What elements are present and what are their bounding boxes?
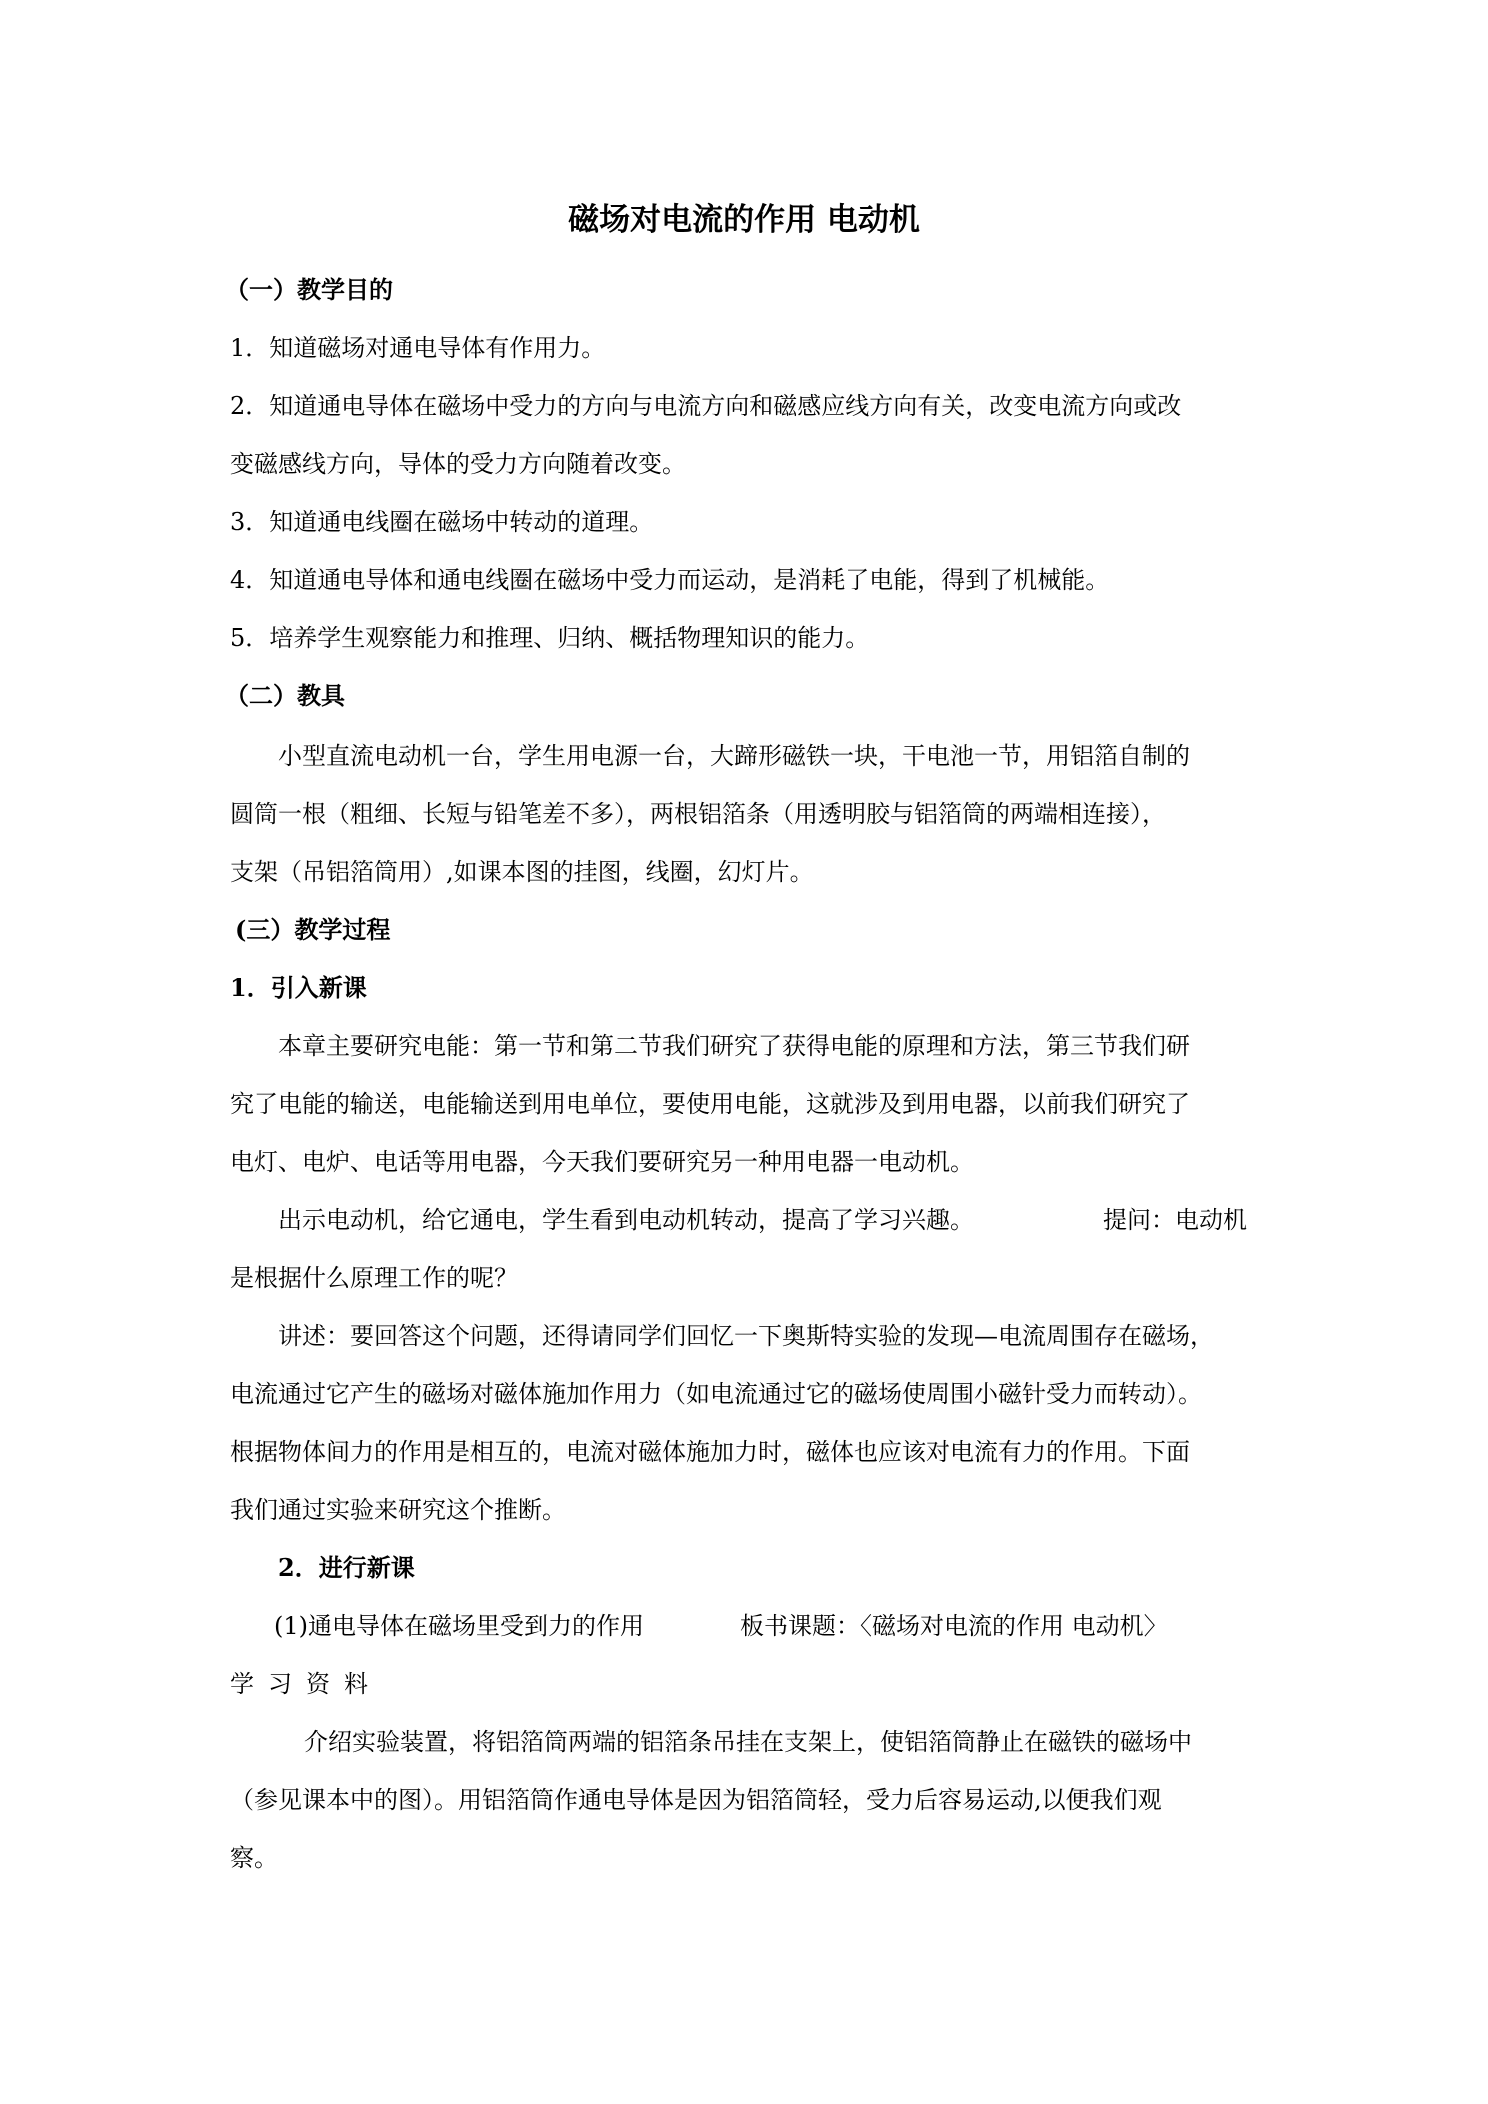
objective-item-3: 3．知道通电线圈在磁场中转动的道理。 xyxy=(230,508,654,536)
demo-para-line-1b: 提问：电动机 xyxy=(1103,1206,1247,1234)
lecture-para-line-4: 我们通过实验来研究这个推断。 xyxy=(230,1496,566,1524)
demo-para-line-2: 是根据什么原理工作的呢？ xyxy=(230,1264,518,1292)
equipment-line-3: 支架（吊铝箔筒用）,如课本图的挂图，线圈，幻灯片。 xyxy=(230,858,814,886)
equipment-line-2: 圆筒一根（粗细、长短与铅笔差不多），两根铝箔条（用透明胶与铝箔筒的两端相连接）， xyxy=(230,800,1166,828)
apparatus-para-line-1: 介绍实验装置，将铝箔筒两端的铝箔条吊挂在支架上，使铝箔筒静止在磁铁的磁场中 xyxy=(304,1728,1192,1756)
new-lesson-line-b: 板书课题：〈磁场对电流的作用 电动机〉 xyxy=(740,1612,1168,1640)
lecture-para-line-2: 电流通过它产生的磁场对磁体施加作用力（如电流通过它的磁场使周围小磁针受力而转动）。 xyxy=(230,1380,1202,1408)
demo-para-line-1a: 出示电动机，给它通电，学生看到电动机转动，提高了学习兴趣。 xyxy=(278,1206,974,1234)
intro-para-line-3: 电灯、电炉、电话等用电器，今天我们要研究另一种用电器一电动机。 xyxy=(230,1148,974,1176)
intro-para-line-1: 本章主要研究电能：第一节和第二节我们研究了获得电能的原理和方法，第三节我们研 xyxy=(278,1032,1190,1060)
subsection-heading-new-lesson: 2．进行新课 xyxy=(278,1553,415,1582)
section-heading-process: (三）教学过程 xyxy=(235,915,391,944)
document-title: 磁场对电流的作用 电动机 xyxy=(568,202,920,238)
study-material-label: 学习资料 xyxy=(230,1670,382,1698)
objective-item-2: 2．知道通电导体在磁场中受力的方向与电流方向和磁感应线方向有关，改变电流方向或改 xyxy=(230,392,1182,420)
section-heading-objectives: （一）教学目的 xyxy=(225,275,393,304)
lecture-para-line-1: 讲述：要回答这个问题，还得请同学们回忆一下奥斯特实验的发现—电流周围存在磁场， xyxy=(278,1322,1214,1350)
objective-item-4: 4．知道通电导体和通电线圈在磁场中受力而运动，是消耗了电能，得到了机械能。 xyxy=(230,566,1110,594)
objective-item-1: 1．知道磁场对通电导体有作用力。 xyxy=(230,334,606,362)
new-lesson-line-a: (1)通电导体在磁场里受到力的作用 xyxy=(274,1612,644,1640)
section-heading-equipment: （二）教具 xyxy=(225,681,345,710)
apparatus-para-line-2: （参见课本中的图）。用铝箔筒作通电导体是因为铝箔筒轻，受力后容易运动,以便我们观 xyxy=(230,1786,1162,1814)
intro-para-line-2: 究了电能的输送，电能输送到用电单位，要使用电能，这就涉及到用电器，以前我们研究了 xyxy=(230,1090,1190,1118)
subsection-heading-intro: 1．引入新课 xyxy=(230,973,367,1002)
objective-item-5: 5．培养学生观察能力和推理、归纳、概括物理知识的能力。 xyxy=(230,624,870,652)
apparatus-para-line-3: 察。 xyxy=(230,1844,278,1872)
objective-item-2-cont: 变磁感线方向，导体的受力方向随着改变。 xyxy=(230,450,686,478)
lecture-para-line-3: 根据物体间力的作用是相互的，电流对磁体施加力时，磁体也应该对电流有力的作用。下面 xyxy=(230,1438,1190,1466)
equipment-line-1: 小型直流电动机一台，学生用电源一台，大蹄形磁铁一块，干电池一节，用铝箔自制的 xyxy=(278,742,1190,770)
